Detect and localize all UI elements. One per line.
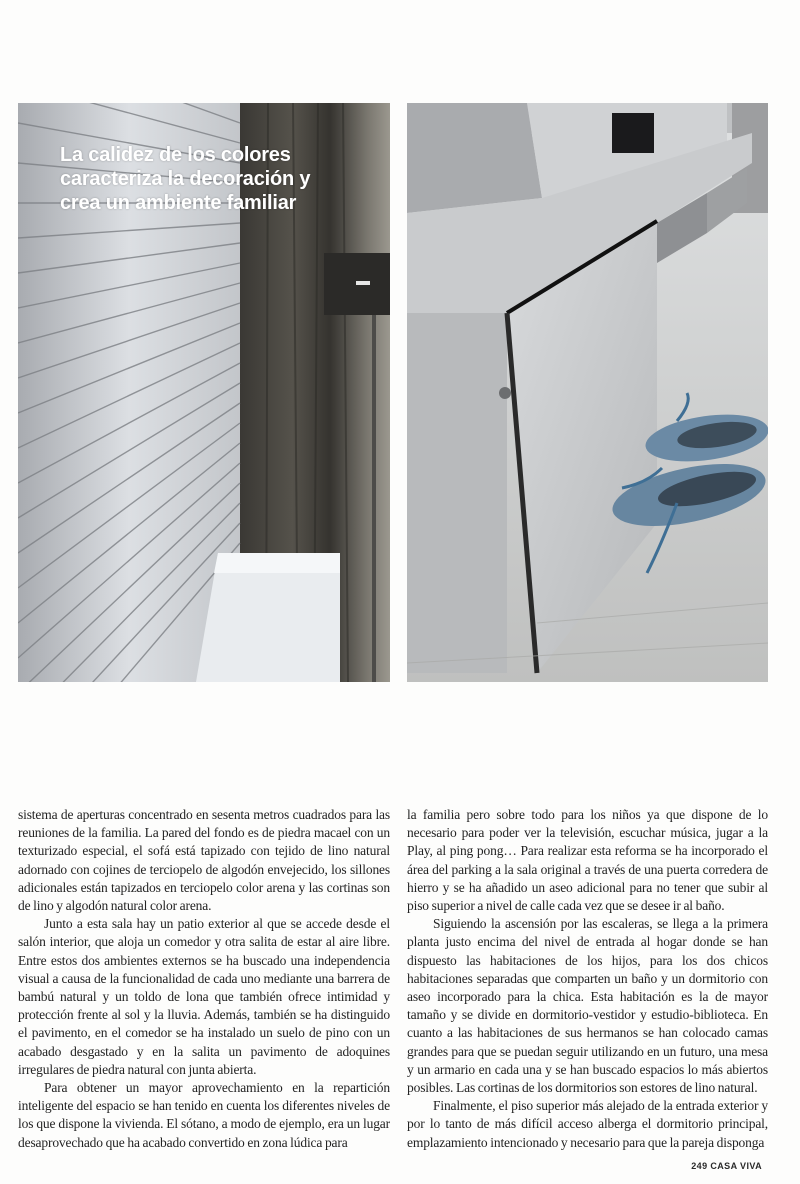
article-column-left (18, 806, 390, 1152)
headline-line: La calidez de los colores (60, 144, 291, 166)
article-paragraph: Junto a esta sala hay un patio exterior al que se accede desde el salón interior, que aloja un comedor y otra salita de estar al aire libre. Entre estos dos ambientes externos se ha buscado una independencia visual a causa de la funcionalidad de cada uno mediante una barrera de bambú natural y un toldo de lona que también ofrece intimidad y protección frente al sol y la lluvia. Además, también se ha distinguido el pavimento, en el comedor se ha instalado un suelo de pino con un acabado desgastado y en la salita un pavimento de adoquines irregulares de piedra natural con junta abierta. (18, 916, 390, 1077)
photo-sideboard-shoes (407, 103, 768, 682)
headline-line: crea un ambiente familiar (60, 192, 297, 214)
article-paragraph: la familia pero sobre todo para los niños ya que dispone de lo necesario para poder ver la televisión, escuchar música, jugar a la Play, al ping pong… Para realizar esta reforma se ha incorporado el área del parking a la sala original a través de una puerta corredera de hierro y se ha añadido un aseo adicional para no tener que subir al piso superior a nivel de calle cada vez que se desee ir al baño. (407, 807, 768, 914)
photo-caption-headline (60, 143, 390, 215)
article-paragraph: Siguiendo la ascensión por las escaleras, se llega a la primera planta justo encima del nivel de entrada al hogar donde se han dispuesto las habitaciones de los hijos, para los dos chicos habitaciones separadas que comparten un baño y un dormitorio con aseo incorporado para la chica. Esta habitación es la de mayor tamaño y se divide en dormitorio-vestidor y estudio-biblioteca. En cuanto a las habitaciones de sus hermanos se han colocado camas grandes para que se puedan seguir utilizando en un futuro, una mesa y un armario en cada una y se han buscado espacios lo más abiertos posibles. Las cortinas de los dormitorios son estores de lino natural. (407, 916, 768, 1096)
headline-line: caracteriza la decoración y (60, 168, 311, 190)
article-paragraph: sistema de aperturas concentrado en sesenta metros cuadrados para las reuniones de la familia. La pared del fondo es de piedra macael con un texturizado especial, el sofá está tapizado con tejido de lino natural adornado con cojines de terciopelo de algodón envejecido, los sillones adicionales están tapizados en terciopelo color arena y las cortinas son de lino y algodón natural color arena. (18, 807, 390, 914)
article-column-right (407, 806, 768, 1152)
photo-slatted-wall (18, 103, 390, 682)
sideboard-illustration (407, 103, 768, 682)
article-paragraph: Finalmente, el piso superior más alejado de la entrada exterior y por lo tanto de más difícil acceso alberga el dormitorio principal, emplazamiento intencionado y necesario para que la pareja disponga (407, 1098, 768, 1150)
article-paragraph: Para obtener un mayor aprovechamiento en la repartición inteligente del espacio se han tenido en cuenta los diferentes niveles de los que dispone la vivienda. El sótano, a modo de ejemplo, era un lugar desaprovechado que ha acabado convertido en zona lúdica para (18, 1080, 390, 1150)
page-number-footer: 249 CASA VIVA (691, 1161, 762, 1171)
